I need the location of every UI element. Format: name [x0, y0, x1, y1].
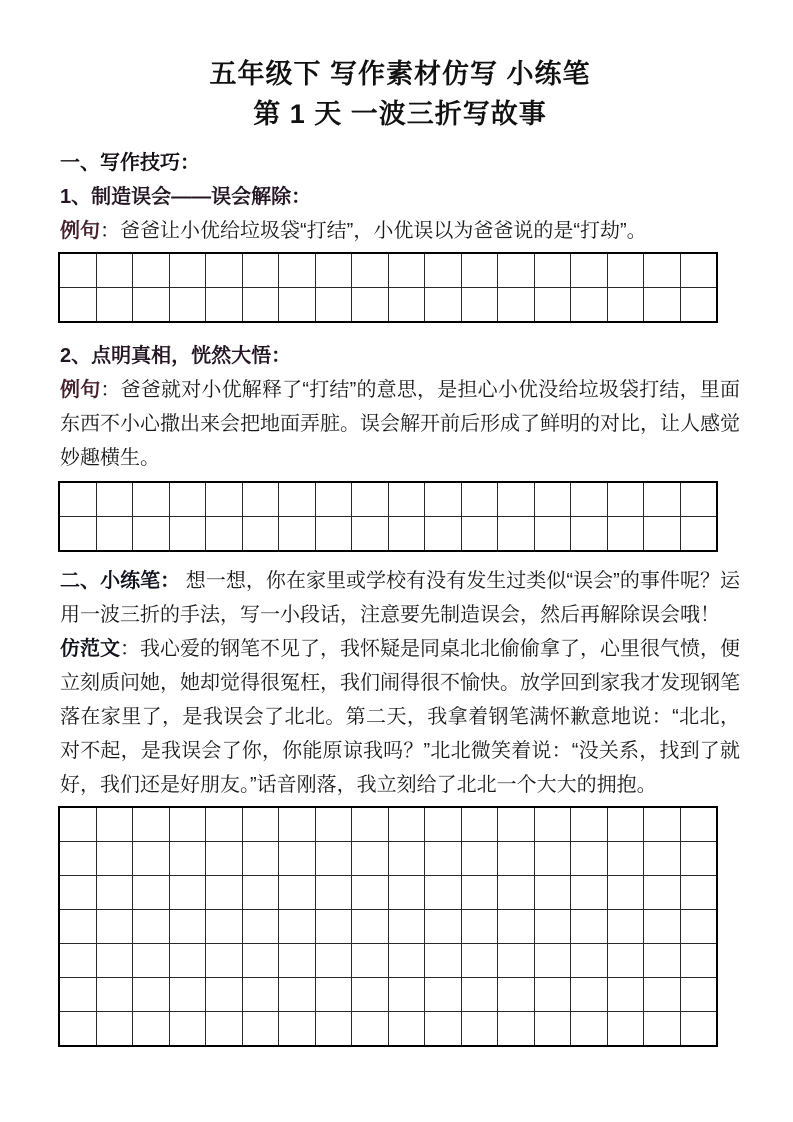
writing-cell: [571, 1012, 607, 1045]
writing-cell: [97, 808, 133, 841]
writing-cell: [316, 808, 352, 841]
writing-cell: [316, 944, 352, 977]
writing-cell: [571, 910, 607, 943]
writing-cell: [170, 288, 206, 321]
subheading-tip2: 2、点明真相，恍然大悟：: [60, 345, 292, 367]
writing-cell: [170, 1012, 206, 1045]
writing-cell: [206, 808, 242, 841]
writing-cell: [170, 483, 206, 516]
tip2-example-paragraph: [60, 373, 740, 475]
writing-cell: [608, 254, 644, 287]
writing-cell: [60, 910, 96, 943]
writing-cell: [608, 876, 644, 909]
writing-cell: [535, 876, 571, 909]
writing-cell: [133, 1012, 169, 1045]
writing-cell: [352, 842, 388, 875]
writing-cell: [316, 483, 352, 516]
writing-cell: [133, 288, 169, 321]
writing-cell: [206, 944, 242, 977]
model-essay-text: ：我心爱的钢笔不见了，我怀疑是同桌北北偷偷拿了，心里很气愤，便立刻质问她，她却觉得很冤枉，我们闹得很不愉快。放学回到家我才发现钢笔落在家里了，是我误会了北北。第二天，我拿着钢笔满怀歉意地说：“北北，对不起，是我误会了你，你能原谅我吗？”北北微笑着说：“没关系，找到了就好，我们还是好朋友。”话音刚落，我立刻给了北北一个大大的拥抱。: [60, 638, 740, 796]
writing-cell: [243, 254, 279, 287]
writing-cell: [97, 876, 133, 909]
writing-cell: [462, 978, 498, 1011]
writing-cell: [644, 288, 680, 321]
page-title-line1: 五年级下 写作素材仿写 小练笔: [209, 59, 591, 89]
writing-cell: [60, 483, 96, 516]
writing-cell: [389, 808, 425, 841]
writing-cell: [97, 978, 133, 1011]
writing-cell: [571, 978, 607, 1011]
writing-cell: [133, 808, 169, 841]
writing-cell: [97, 910, 133, 943]
writing-cell: [60, 876, 96, 909]
writing-cell: [60, 1012, 96, 1045]
writing-cell: [608, 910, 644, 943]
tip2-example-label: 例句: [60, 379, 101, 401]
writing-cell: [644, 944, 680, 977]
writing-cell: [425, 842, 461, 875]
writing-cell: [681, 1012, 717, 1045]
writing-cell: [462, 808, 498, 841]
writing-cell: [644, 842, 680, 875]
writing-cell: [316, 876, 352, 909]
writing-cell: [279, 978, 315, 1011]
writing-cell: [462, 483, 498, 516]
page-content: [60, 0, 740, 1047]
writing-cell: [279, 910, 315, 943]
writing-cell: [571, 944, 607, 977]
writing-cell: [681, 842, 717, 875]
writing-cell: [206, 254, 242, 287]
writing-cell: [389, 978, 425, 1011]
writing-cell: [498, 842, 534, 875]
writing-cell: [462, 842, 498, 875]
writing-cell: [279, 1012, 315, 1045]
writing-cell: [498, 483, 534, 516]
practice-grid-3: [58, 806, 718, 1047]
writing-cell: [425, 288, 461, 321]
writing-cell: [644, 876, 680, 909]
writing-cell: [498, 1012, 534, 1045]
writing-cell: [608, 1012, 644, 1045]
writing-cell: [644, 910, 680, 943]
writing-cell: [279, 842, 315, 875]
writing-cell: [352, 808, 388, 841]
writing-cell: [352, 288, 388, 321]
writing-cell: [133, 517, 169, 550]
writing-cell: [243, 944, 279, 977]
writing-cell: [279, 876, 315, 909]
writing-cell: [279, 517, 315, 550]
writing-cell: [60, 944, 96, 977]
tip2-example-text: ：爸爸就对小优解释了“打结”的意思，是担心小优没给垃圾袋打结，里面东西不小心撒出来会把地面弄脏。误会解开前后形成了鲜明的对比，让人感觉妙趣横生。: [60, 379, 741, 469]
writing-cell: [462, 254, 498, 287]
writing-cell: [498, 944, 534, 977]
writing-cell: [206, 483, 242, 516]
writing-cell: [571, 876, 607, 909]
writing-cell: [243, 808, 279, 841]
writing-cell: [170, 876, 206, 909]
writing-cell: [535, 808, 571, 841]
writing-cell: [133, 842, 169, 875]
writing-cell: [644, 254, 680, 287]
subheading-tip1: 1、制造误会——误会解除：: [60, 186, 312, 208]
writing-cell: [644, 517, 680, 550]
writing-cell: [316, 288, 352, 321]
writing-cell: [243, 910, 279, 943]
model-essay-paragraph: [60, 632, 740, 802]
practice-prompt-text: 想一想，你在家里或学校有没有发生过类似“误会”的事件呢？运用一波三折的手法，写一小段话，注意要先制造误会，然后再解除误会哦！: [60, 570, 740, 626]
writing-cell: [535, 944, 571, 977]
writing-cell: [389, 483, 425, 516]
writing-cell: [243, 978, 279, 1011]
writing-cell: [389, 876, 425, 909]
writing-cell: [243, 876, 279, 909]
writing-cell: [352, 876, 388, 909]
writing-cell: [133, 944, 169, 977]
writing-cell: [279, 254, 315, 287]
writing-cell: [60, 842, 96, 875]
writing-cell: [681, 808, 717, 841]
writing-cell: [60, 978, 96, 1011]
writing-cell: [681, 288, 717, 321]
writing-cell: [608, 808, 644, 841]
writing-cell: [243, 842, 279, 875]
tip1-example-text: ：爸爸让小优给垃圾袋“打结”，小优误以为爸爸说的是“打劫”。: [100, 220, 647, 242]
writing-cell: [206, 517, 242, 550]
writing-cell: [462, 288, 498, 321]
writing-cell: [425, 1012, 461, 1045]
writing-cell: [352, 517, 388, 550]
writing-cell: [681, 978, 717, 1011]
writing-cell: [352, 978, 388, 1011]
writing-cell: [170, 808, 206, 841]
writing-cell: [352, 910, 388, 943]
writing-cell: [535, 910, 571, 943]
writing-cell: [535, 978, 571, 1011]
writing-cell: [97, 842, 133, 875]
writing-cell: [498, 517, 534, 550]
writing-cell: [97, 254, 133, 287]
writing-cell: [425, 876, 461, 909]
writing-cell: [535, 517, 571, 550]
writing-cell: [170, 910, 206, 943]
writing-cell: [571, 483, 607, 516]
writing-cell: [608, 842, 644, 875]
writing-cell: [608, 944, 644, 977]
writing-cell: [498, 808, 534, 841]
writing-cell: [571, 808, 607, 841]
writing-cell: [60, 254, 96, 287]
writing-cell: [608, 483, 644, 516]
writing-cell: [681, 876, 717, 909]
writing-cell: [97, 944, 133, 977]
writing-cell: [316, 978, 352, 1011]
writing-cell: [97, 517, 133, 550]
writing-cell: [279, 288, 315, 321]
writing-cell: [425, 978, 461, 1011]
writing-cell: [170, 978, 206, 1011]
writing-cell: [608, 517, 644, 550]
writing-cell: [571, 842, 607, 875]
writing-cell: [389, 517, 425, 550]
writing-cell: [535, 288, 571, 321]
writing-cell: [535, 483, 571, 516]
writing-cell: [425, 483, 461, 516]
writing-cell: [60, 288, 96, 321]
tip1-example-label: 例句: [60, 220, 100, 242]
writing-cell: [316, 254, 352, 287]
writing-cell: [97, 1012, 133, 1045]
writing-cell: [644, 483, 680, 516]
writing-cell: [316, 1012, 352, 1045]
writing-cell: [243, 483, 279, 516]
writing-cell: [498, 978, 534, 1011]
writing-cell: [462, 910, 498, 943]
writing-cell: [425, 254, 461, 287]
writing-cell: [644, 1012, 680, 1045]
writing-cell: [608, 288, 644, 321]
writing-cell: [681, 254, 717, 287]
practice-prompt-paragraph: [60, 564, 740, 632]
writing-cell: [681, 517, 717, 550]
writing-cell: [206, 1012, 242, 1045]
writing-cell: [170, 944, 206, 977]
writing-cell: [279, 944, 315, 977]
writing-cell: [644, 808, 680, 841]
practice-grid-1: [58, 252, 718, 323]
writing-cell: [498, 288, 534, 321]
writing-cell: [425, 517, 461, 550]
writing-cell: [681, 910, 717, 943]
writing-cell: [571, 254, 607, 287]
writing-cell: [462, 876, 498, 909]
writing-cell: [389, 842, 425, 875]
writing-cell: [535, 254, 571, 287]
writing-cell: [279, 483, 315, 516]
writing-cell: [462, 1012, 498, 1045]
practice-grid-2: [58, 481, 718, 552]
writing-cell: [425, 808, 461, 841]
writing-cell: [133, 910, 169, 943]
writing-cell: [133, 483, 169, 516]
writing-cell: [60, 808, 96, 841]
writing-cell: [571, 517, 607, 550]
writing-cell: [133, 254, 169, 287]
writing-cell: [498, 910, 534, 943]
writing-cell: [425, 944, 461, 977]
writing-cell: [425, 910, 461, 943]
writing-cell: [681, 483, 717, 516]
writing-cell: [389, 944, 425, 977]
writing-cell: [97, 483, 133, 516]
writing-cell: [352, 944, 388, 977]
writing-cell: [206, 842, 242, 875]
section-heading-writing-skills: 一、写作技巧：: [60, 152, 200, 174]
writing-cell: [206, 978, 242, 1011]
practice-heading-label: 二、小练笔：: [60, 570, 181, 592]
writing-cell: [243, 517, 279, 550]
writing-cell: [133, 978, 169, 1011]
writing-cell: [243, 288, 279, 321]
writing-cell: [206, 910, 242, 943]
tip1-example-paragraph: [60, 214, 740, 248]
writing-cell: [462, 517, 498, 550]
model-essay-label: 仿范文: [60, 638, 120, 660]
writing-cell: [535, 842, 571, 875]
writing-cell: [206, 876, 242, 909]
writing-cell: [279, 808, 315, 841]
writing-cell: [206, 288, 242, 321]
writing-cell: [97, 288, 133, 321]
writing-cell: [243, 1012, 279, 1045]
writing-cell: [60, 517, 96, 550]
writing-cell: [535, 1012, 571, 1045]
writing-cell: [352, 254, 388, 287]
writing-cell: [644, 978, 680, 1011]
writing-cell: [681, 944, 717, 977]
writing-cell: [352, 483, 388, 516]
writing-cell: [608, 978, 644, 1011]
writing-cell: [133, 876, 169, 909]
writing-cell: [316, 517, 352, 550]
writing-cell: [352, 1012, 388, 1045]
writing-cell: [170, 254, 206, 287]
writing-cell: [571, 288, 607, 321]
writing-cell: [389, 254, 425, 287]
page-title-line2: 第 1 天 一波三折写故事: [253, 99, 547, 129]
writing-cell: [389, 910, 425, 943]
writing-cell: [389, 1012, 425, 1045]
writing-cell: [389, 288, 425, 321]
writing-cell: [316, 842, 352, 875]
writing-cell: [462, 944, 498, 977]
writing-cell: [498, 876, 534, 909]
writing-cell: [316, 910, 352, 943]
writing-cell: [498, 254, 534, 287]
writing-cell: [170, 842, 206, 875]
writing-cell: [170, 517, 206, 550]
